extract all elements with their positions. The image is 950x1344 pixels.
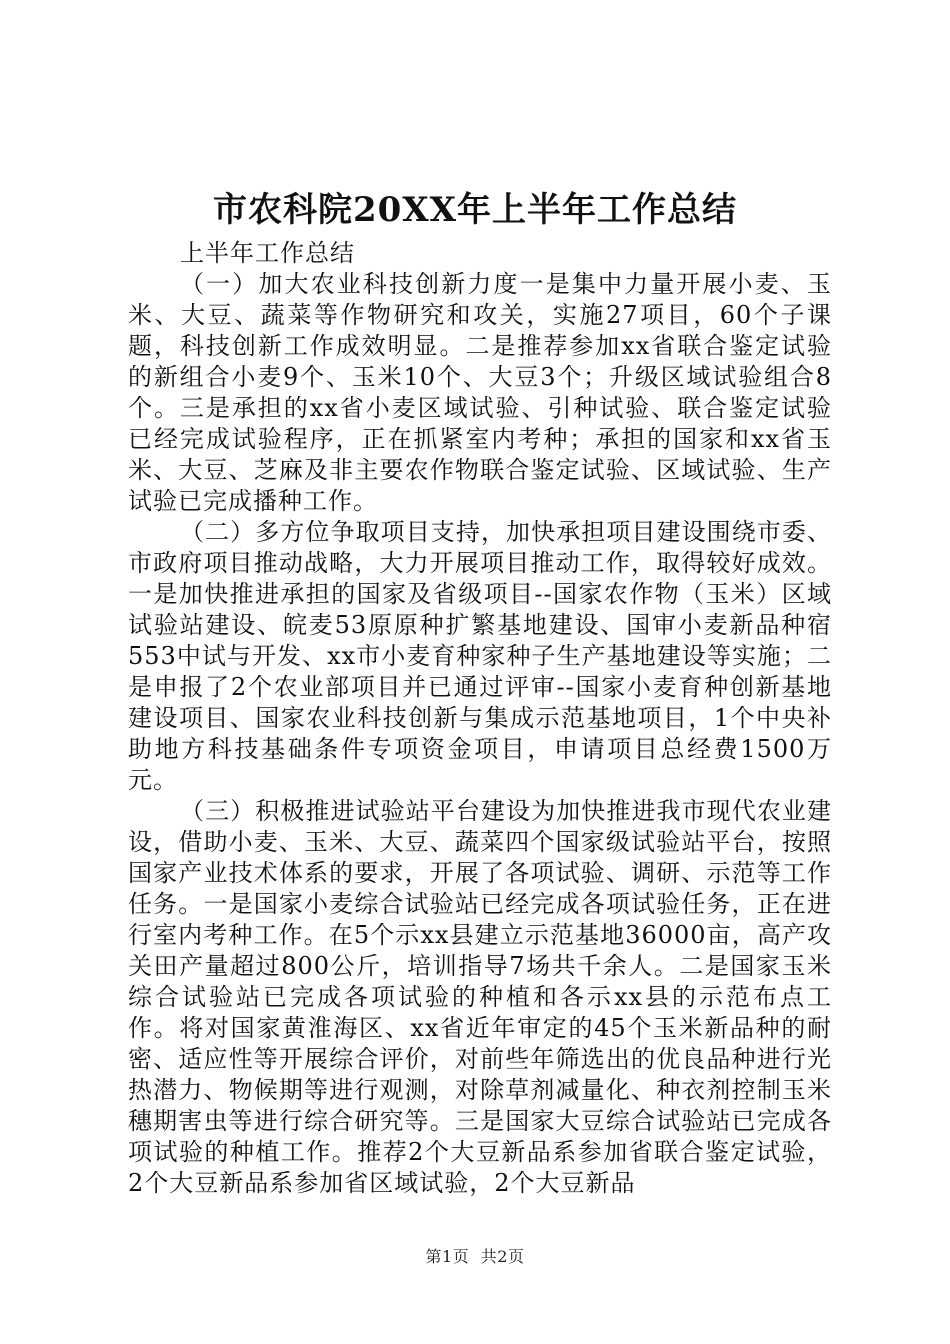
page-number-current: 第1页 <box>425 1247 470 1266</box>
document-title: 市农科院20XX年上半年工作总结 <box>212 190 738 230</box>
document-subtitle: 上半年工作总结 <box>180 239 355 267</box>
paragraph-1: （一）加大农业科技创新力度一是集中力量开展小麦、玉米、大豆、蔬菜等作物研究和攻关，实施27项目，60个子课题，科技创新工作成效明显。二是推荐参加xx省联合鉴定试验的新组合小麦9个、玉米10个、大豆3个；升级区域试验组合8个。三是承担的xx省小麦区域试验、引种试验、联合鉴定试验已经完成试验程序，正在抓紧室内考种；承担的国家和xx省玉米、大豆、芝麻及非主要农作物联合鉴定试验、区域试验、生产试验已完成播种工作。 <box>128 270 832 515</box>
page-number-total: 共2页 <box>480 1247 525 1266</box>
paragraph-2: （二）多方位争取项目支持，加快承担项目建设围绕市委、市政府项目推动战略，大力开展项目推动工作，取得较好成效。一是加快推进承担的国家及省级项目--国家农作物（玉米）区域试验站建设、皖麦53原原种扩繁基地建设、国审小麦新品种宿553中试与开发、xx市小麦育种家种子生产基地建设等实施；二是申报了2个农业部项目并已通过评审--国家小麦育种创新基地建设项目、国家农业科技创新与集成示范基地项目，1个中央补助地方科技基础条件专项资金项目，申请项目总经费1500万元。 <box>128 518 832 794</box>
page-footer <box>0 1244 950 1267</box>
paragraph-3: （三）积极推进试验站平台建设为加快推进我市现代农业建设，借助小麦、玉米、大豆、蔬菜四个国家级试验站平台，按照国家产业技术体系的要求，开展了各项试验、调研、示范等工作任务。一是国家小麦综合试验站已经完成各项试验任务，正在进行室内考种工作。在5个示xx县建立示范基地36000亩，高产攻关田产量超过800公斤，培训指导7场共千余人。二是国家玉米综合试验站已完成各项试验的种植和各示xx县的示范布点工作。将对国家黄淮海区、xx省近年审定的45个玉米新品种的耐密、适应性等开展综合评价，对前些年筛选出的优良品种进行光热潜力、物候期等进行观测，对除草剂减量化、种衣剂控制玉米穗期害虫等进行综合研究等。三是国家大豆综合试验站已完成各项试验的种植工作。推荐2个大豆新品系参加省联合鉴定试验，2个大豆新品系参加省区域试验，2个大豆新品 <box>128 797 832 1197</box>
document-body <box>128 238 832 1199</box>
